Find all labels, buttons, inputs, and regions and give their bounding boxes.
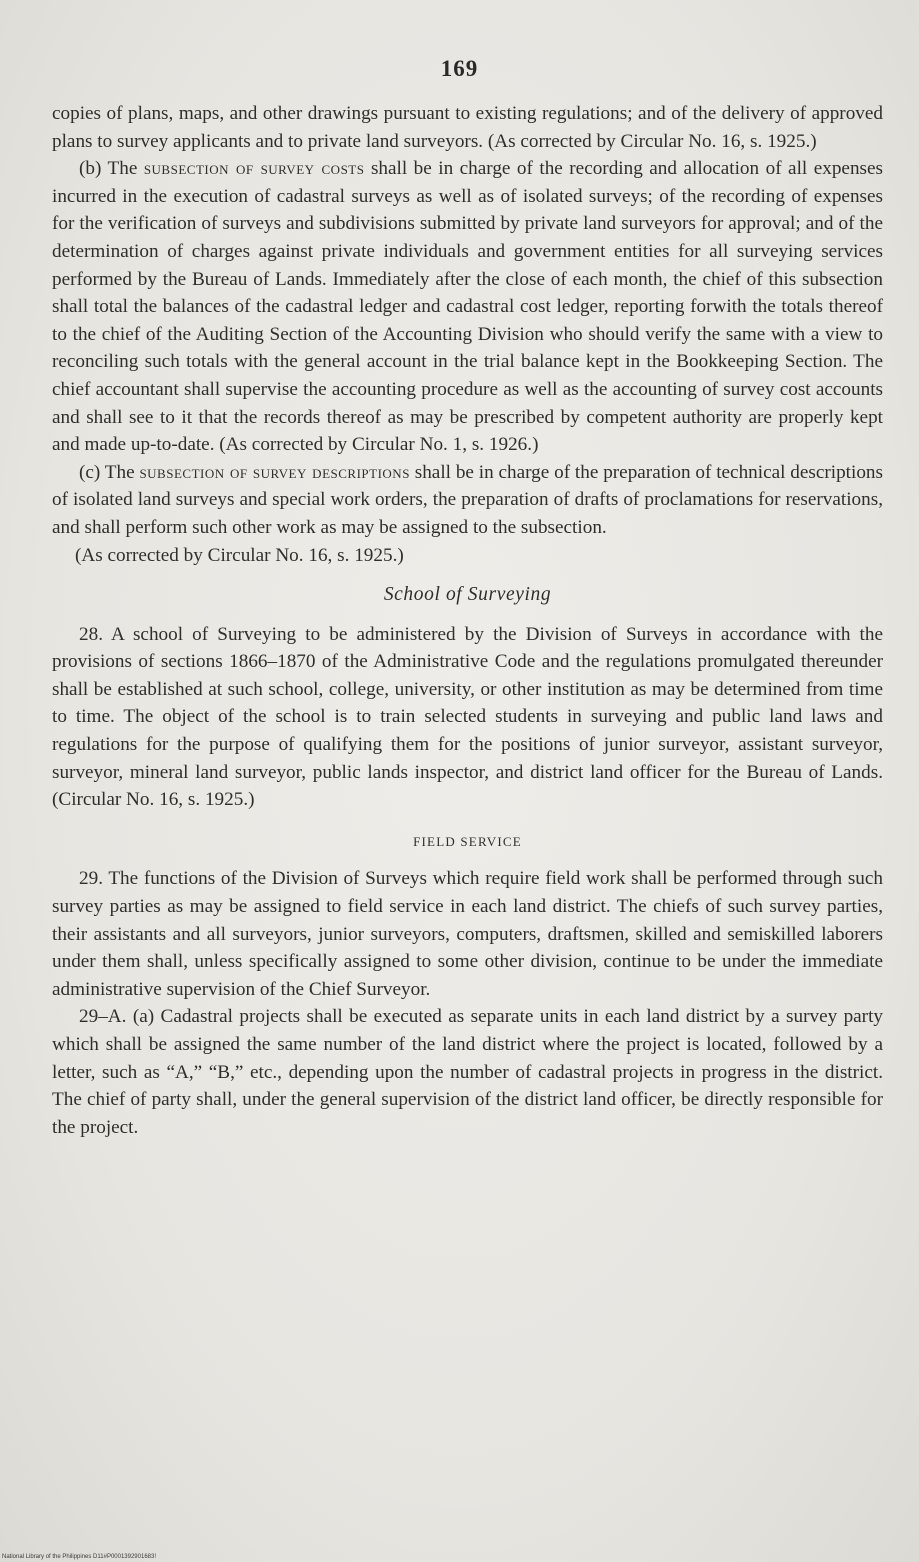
section-heading-field-service: FIELD SERVICE — [413, 833, 522, 849]
page-number: 169 — [440, 56, 479, 81]
paragraph-lead: (c) The — [79, 461, 140, 483]
paragraph-continuation: copies of plans, maps, and other drawings pursuant to existing regulations; and of the delivery of approved plans to survey applicants and to private land surveyors. (As corrected by Circular No. 16, s. 1925.) — [52, 103, 883, 152]
paragraph-29: 29. The functions of the Division of Surveys which require field work shall be performed through such survey parties as may be assigned to field service in each land district. The chiefs of such survey parties, their assistants and all surveyors, junior surveyors, computers, draftsmen, skilled and semiskilled laborers under them shall, unless specifically assigned to some other division, continue to be under the immediate administrative supervision of the Chief Surveyor. — [52, 868, 883, 1000]
section-heading-school: School of Surveying — [383, 584, 552, 606]
paragraph-28: 28. A school of Surveying to be administered by the Division of Surveys in accordance with the provisions of sections 1866–1870 of the Administrative Code and the regulations promulgated thereunder shall be established at such school, college, university, or other institution as may be determined from time to time. The object of the school is to train selected students in surveying and public land laws and regulations for the purpose of qualifying them for the positions of junior surveyor, assistant surveyor, surveyor, mineral land surveyor, public lands inspector, and district land officer for the Bureau of Lands. (Circular No. 16, s. 1925.) — [52, 623, 883, 811]
subsection-name: subsection of survey costs — [143, 158, 365, 180]
paragraph-citation: (As corrected by Circular No. 16, s. 1925.) — [75, 544, 404, 566]
library-credit: National Library of the Philippines D11#P0001392901683! — [2, 1554, 156, 1560]
subsection-name: subsection of survey descriptions — [139, 461, 410, 483]
paragraph-body: shall be in charge of the recording and allocation of all expenses incurred in the execution of cadastral surveys as well as of isolated surveys; of the recording of expenses for the verification of surveys and subdivisions submitted by private land surveyors for approval; and of the determination of charges against private individuals and government entities for all surveying services performed by the Bureau of Lands. Immediately after the close of each month, the chief of this subsection shall total the balances of the cadastral ledger and cadastral cost ledger, reporting forwith the totals thereof to the chief of the Auditing Section of the Accounting Division who should verify the same with a view to reconciling such totals with the general account in the trial balance kept in the Bookkeeping Section. The chief accountant shall supervise the accounting procedure as well as the accounting of survey cost accounts and shall see to it that the records thereof as may be prescribed by competent authority are properly kept and made up-to-date. (As corrected by Circular No. 1, s. 1926.) — [52, 158, 883, 456]
paragraph-lead: (b) The — [79, 158, 144, 180]
paragraph-survey-costs — [52, 155, 883, 459]
body-text — [52, 100, 883, 1141]
paragraph-body: shall be in charge of the preparation of technical descriptions of isolated land surveys and special work orders, the preparation of drafts of proclamations for reservations, and shall perform such other work as may be assigned to the subsection. — [52, 461, 883, 538]
paragraph-29a: 29–A. (a) Cadastral projects shall be executed as separate units in each land district by a survey party which shall be assigned the same number of the land district where the project is located, followed by a letter, such as “A,” “B,” etc., depending upon the number of cadastral projects in progress in the district. The chief of party shall, under the general supervision of the district land officer, be directly responsible for the project. — [52, 1006, 883, 1138]
paragraph-survey-descriptions — [52, 459, 883, 542]
